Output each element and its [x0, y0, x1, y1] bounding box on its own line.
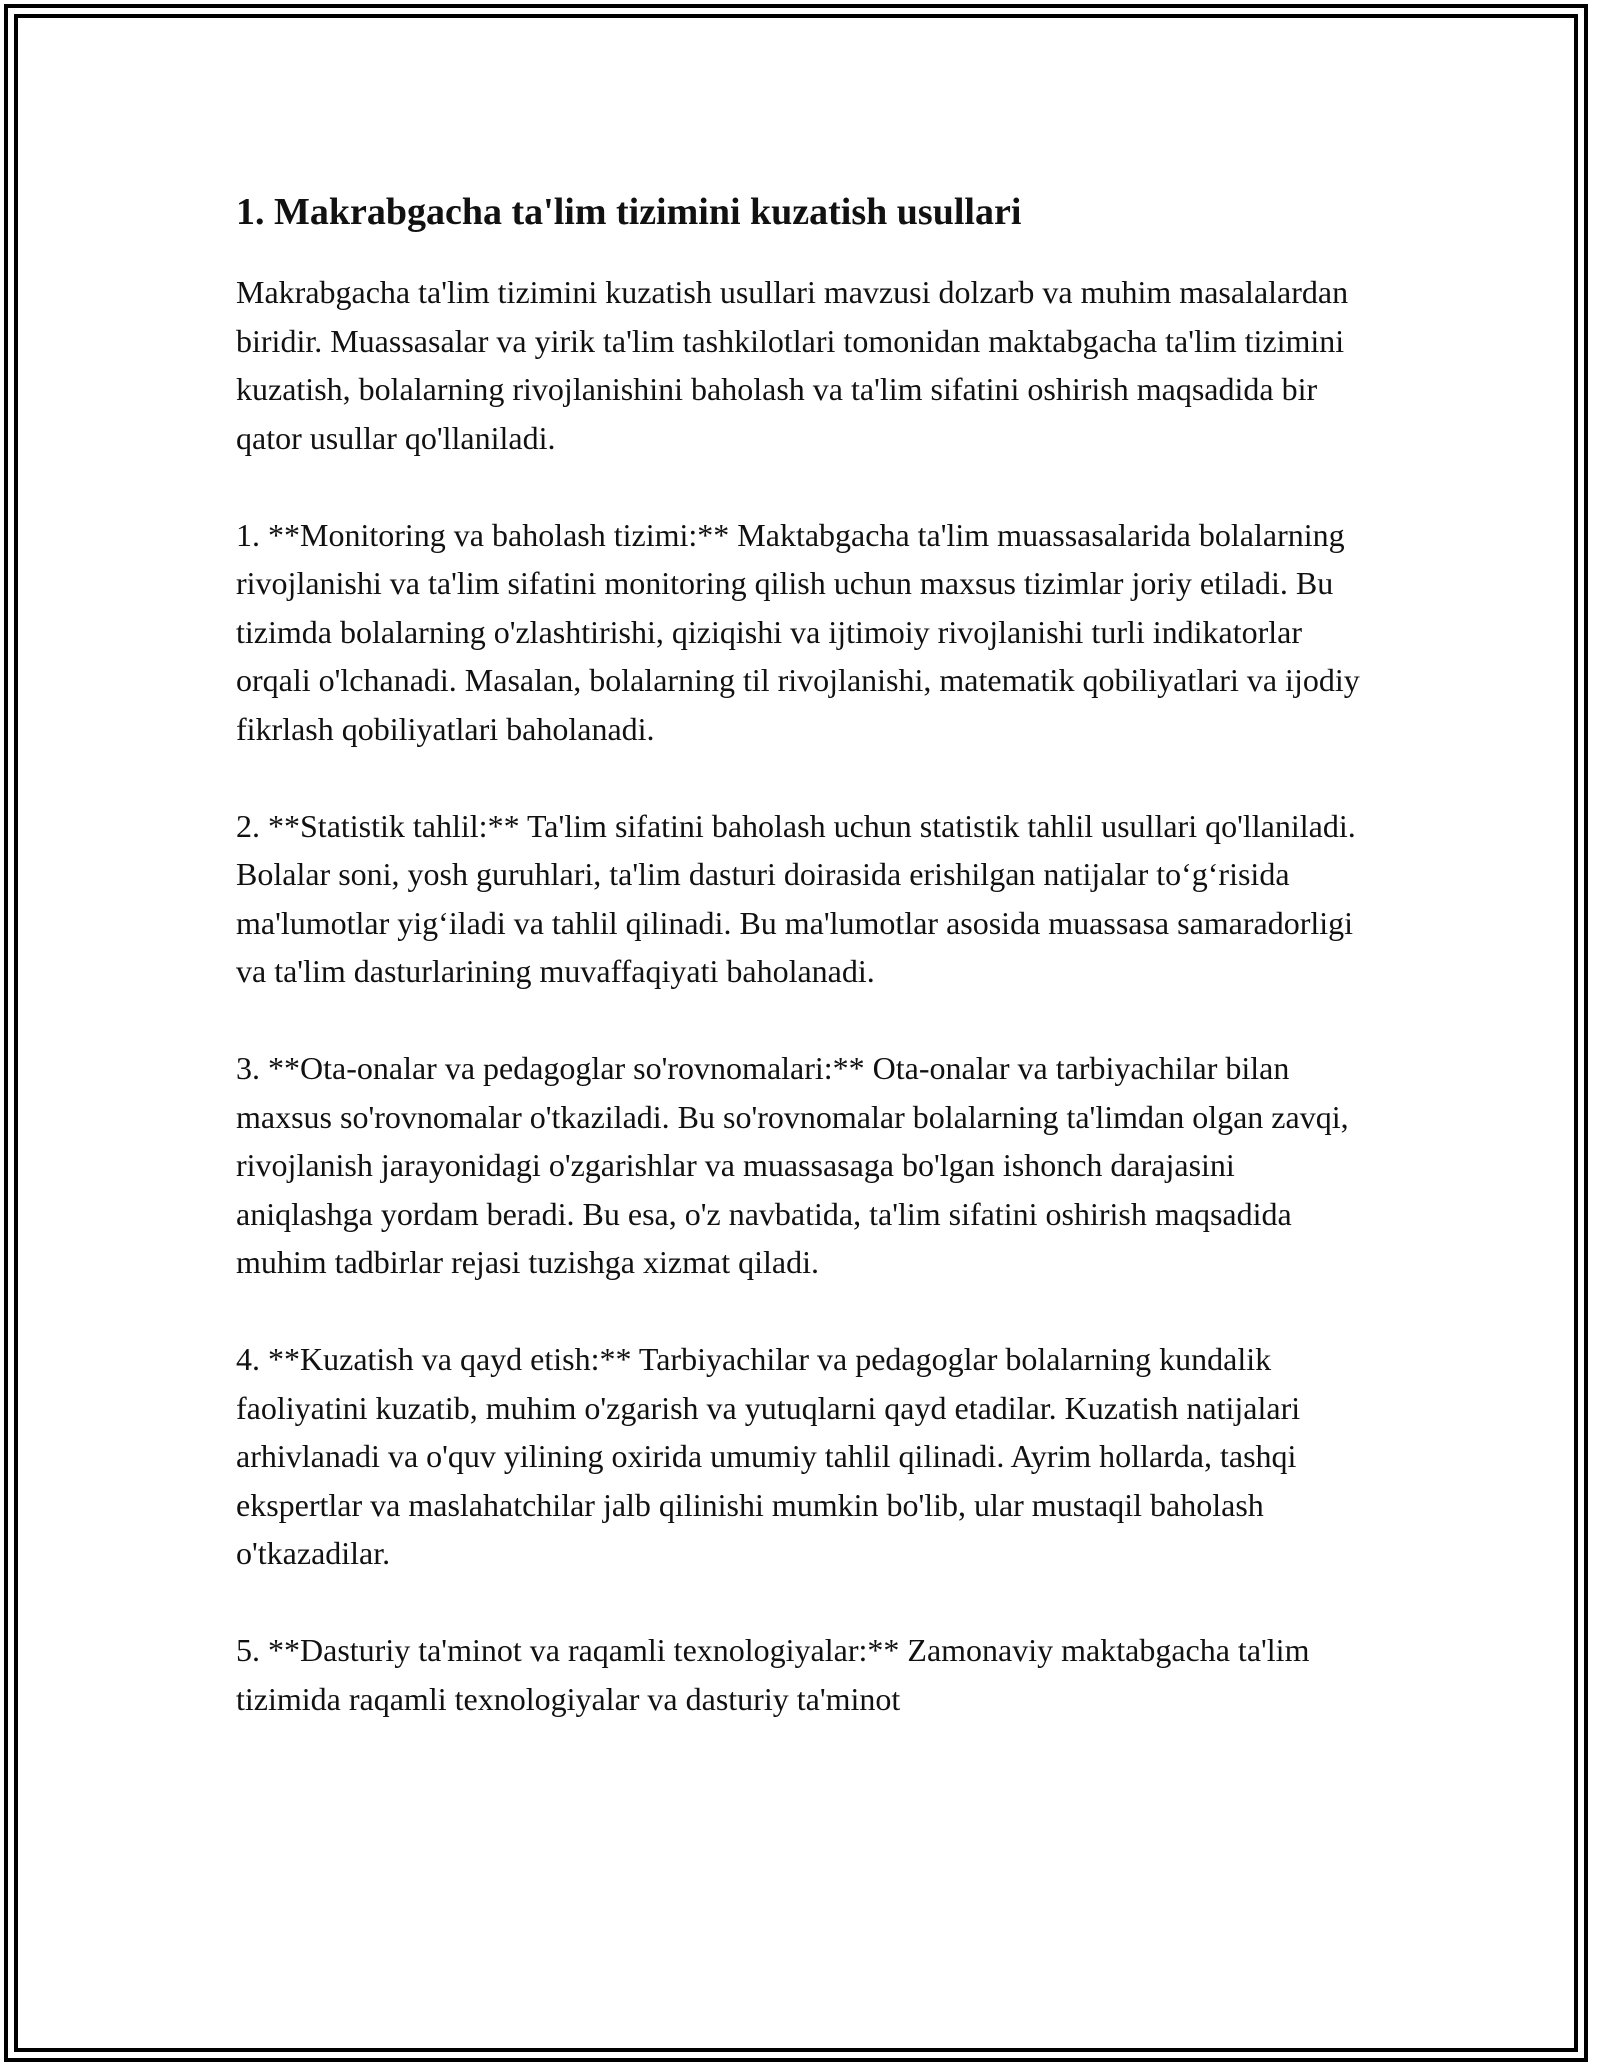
document-body [236, 188, 1366, 1723]
intro-paragraph: Makrabgacha ta'lim tizimini kuzatish usullari mavzusi dolzarb va muhim masalalardan biridir. Muassasalar va yirik ta'lim tashkilotlari tomonidan maktabgacha ta'lim tizimini kuzatish, bolalarning rivojlanishini baholash va ta'lim sifatini oshirish maqsadida bir qator usullar qo'llaniladi. [236, 274, 1349, 456]
paragraph-monitoring: 1. **Monitoring va baholash tizimi:** Maktabgacha ta'lim muassasalarida bolalarning rivojlanishi va ta'lim sifatini monitoring qilish uchun maxsus tizimlar joriy etiladi. Bu tizimda bolalarning o'zlashtirishi, qiziqishi va ijtimoiy rivojlanishi turli indikatorlar orqali o'lchanadi. Masalan, bolalarning til rivojlanishi, matematik qobiliyatlari va ijodiy fikrlash qobiliyatlari baholanadi. [236, 516, 1360, 747]
paragraph-software: 5. **Dasturiy ta'minot va raqamli texnologiyalar:** Zamonaviy maktabgacha ta'lim tizimida raqamli texnologiyalar va dasturiy ta'minot [236, 1632, 1310, 1717]
paragraph-observation: 4. **Kuzatish va qayd etish:** Tarbiyachilar va pedagoglar bolalarning kundalik faoliyatini kuzatib, muhim o'zgarish va yutuqlarni qayd etadilar. Kuzatish natijalari arhivlanadi va o'quv yilining oxirida umumiy tahlil qilinadi. Ayrim hollarda, tashqi ekspertlar va maslahatchilar jalb qilinishi mumkin bo'lib, ular mustaqil baholash o'tkazadilar. [236, 1341, 1301, 1571]
paragraph-surveys: 3. **Ota-onalar va pedagoglar so'rovnomalari:** Ota-onalar va tarbiyachilar bilan maxsus so'rovnomalar o'tkaziladi. Bu so'rovnomalar bolalarning ta'limdan olgan zavqi, rivojlanish jarayonidagi o'zgarishlar va muassasaga bo'lgan ishonch darajasini aniqlashga yordam beradi. Bu esa, o'z navbatida, ta'lim sifatini oshirish maqsadida muhim tadbirlar rejasi tuzishga xizmat qiladi. [236, 1050, 1349, 1280]
document-title: 1. Makrabgacha ta'lim tizimini kuzatish usullari [236, 191, 1022, 233]
paragraph-statistics: 2. **Statistik tahlil:** Ta'lim sifatini baholash uchun statistik tahlil usullari qo'llaniladi. Bolalar soni, yosh guruhlari, ta'lim dasturi doirasida erishilgan natijalar to‘g‘risida ma'lumotlar yig‘iladi va tahlil qilinadi. Bu ma'lumotlar asosida muassasa samaradorligi va ta'lim dasturlarining muvaffaqiyati baholanadi. [236, 807, 1356, 989]
